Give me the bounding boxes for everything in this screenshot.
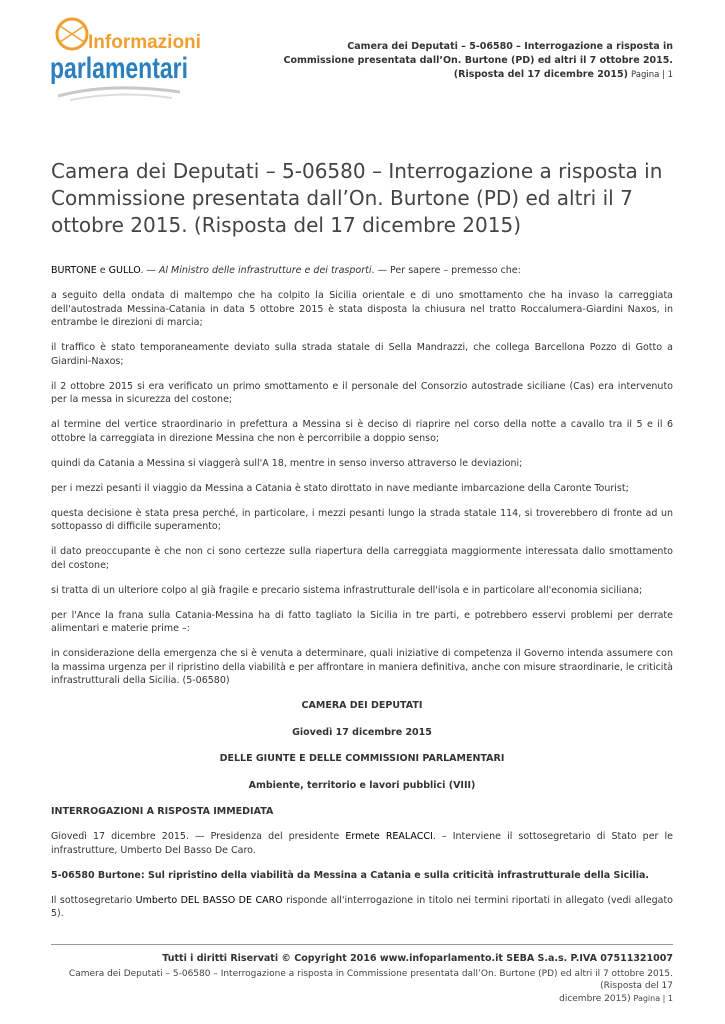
- session-paragraph: [51, 830, 673, 857]
- intro-and: e: [96, 265, 109, 276]
- header-title-line-3: (Risposta del 17 dicembre 2015): [453, 69, 628, 80]
- answer-after: risponde all'interrogazione in titolo nei termini riportati in allegato (vedi allegato 5).: [51, 894, 673, 919]
- logo-text-informazioni: Informazioni: [88, 32, 201, 53]
- paragraph: in considerazione della emergenza che si è venuta a determinare, quali iniziative di competenza il Governo intenda assumere con la massima urgenza per il ripristino della viabilità e per affrontare in maniera definitiva, anche con misure straordinarie, le criticità infrastrutturali della Sicilia. (5-06580): [51, 648, 673, 686]
- heading-chamber: CAMERA DEI DEPUTATI: [301, 700, 423, 711]
- paragraph: il traffico è stato temporaneamente deviato sulla strada statale di Sella Mandrazzi, che collega Barcellona Pozzo di Gotto a Giardini-Naxos;: [51, 342, 673, 367]
- intro-dash: . —: [140, 265, 159, 276]
- header-title-line-2: Commissione presentata dall’On. Burtone (PD) ed altri il 7 ottobre 2015.: [283, 55, 673, 66]
- footer-copyright: Tutti i diritti Riservati © Copyright 2016 www.infoparlamento.it SEBA S.a.s. P.IVA 07511321007: [162, 953, 673, 964]
- header-title-line-1: Camera dei Deputati – 5-06580 – Interrogazione a risposta in: [347, 41, 673, 52]
- logo-ring-spokes: [60, 26, 84, 42]
- answer-before: Il sottosegretario: [51, 894, 136, 906]
- paragraph: al termine del vertice straordinario in prefettura a Messina si è deciso di riaprire nel corso della notte a cavallo tra il 5 e il 6 ottobre la carreggiata in direzione Messina che non è percorribile a doppio senso;: [51, 419, 673, 444]
- deputy-link-gullo[interactable]: GULLO: [108, 265, 141, 276]
- page-header: [273, 40, 673, 82]
- paragraph: per i mezzi pesanti il viaggio da Messina a Catania è stato dirottato in nave mediante imbarcazione della Caronte Tourist;: [51, 482, 629, 494]
- logo-text-parlamentari: parlamentari: [50, 52, 188, 85]
- header-page-number: Pagina | 1: [631, 70, 673, 80]
- item-title: 5-06580 Burtone: Sul ripristino della viabilità da Messina a Catania e sulla criticità infrastrutturale della Sicilia.: [51, 869, 650, 881]
- president-link[interactable]: Ermete REALACCI: [345, 831, 433, 842]
- intro-rest: . — Per sapere – premesso che:: [371, 265, 521, 276]
- footer-title-line-1: Camera dei Deputati – 5-06580 – Interrogazione a risposta in Commissione presentata dall’On. Burtone (PD) ed altri il 7 ottobre 2015. (Risposta del 17: [68, 968, 673, 991]
- paragraph: il 2 ottobre 2015 si era verificato un primo smottamento e il personale del Consorzio autostrade siciliane (Cas) era intervenuto per la messa in sicurezza del costone;: [51, 380, 673, 405]
- paragraph: questa decisione è stata presa perché, in particolare, i mezzi pesanti lungo la strada statale 114, si troverebbero di fronte ad un sottopasso di difficile superamento;: [51, 507, 673, 532]
- logo-graphic: [50, 14, 200, 106]
- site-logo[interactable]: [50, 14, 200, 106]
- article-body: [51, 264, 673, 932]
- paragraph: il dato preoccupante è che non ci sono certezze sulla riapertura della carreggiata maggiormente interessata dallo smottamento del costone;: [51, 546, 673, 571]
- answer-paragraph: [51, 894, 673, 921]
- undersecretary-link[interactable]: Umberto DEL BASSO DE CARO: [135, 894, 283, 906]
- heading-date: Giovedì 17 dicembre 2015: [292, 726, 432, 738]
- heading-commission: Ambiente, territorio e lavori pubblici (VIII): [248, 779, 476, 791]
- paragraph: per l'Ance la frana sulla Catania-Messina ha di fatto tagliato la Sicilia in tre parti, e potrebbero esservi problemi per derrate alimentari e materie prime –:: [51, 609, 673, 634]
- footer-title-line-2: dicembre 2015): [559, 993, 631, 1004]
- paragraph: quindi da Catania a Messina si viaggerà sull'A 18, mentre in senso inverso attraverso le deviazioni;: [51, 457, 523, 469]
- session-before: Giovedì 17 dicembre 2015. — Presidenza del presidente: [51, 831, 346, 842]
- session-after: . – Interviene il sottosegretario di Stato per le infrastrutture, Umberto Del Basso De Caro.: [51, 831, 674, 856]
- footer-divider: [51, 944, 673, 945]
- page-title: Camera dei Deputati – 5-06580 – Interrogazione a risposta in Commissione presentata dall’On. Burtone (PD) ed altri il 7 ottobre 2015. (Risposta del 17 dicembre 2015): [51, 159, 663, 237]
- intro-recipient: Al Ministro delle infrastrutture e dei trasporti: [158, 265, 372, 276]
- intro-paragraph: [51, 264, 673, 278]
- logo-swoosh-2: [70, 94, 172, 100]
- page-footer: [51, 953, 673, 1005]
- footer-page-number: Pagina | 1: [633, 993, 673, 1003]
- paragraph: a seguito della ondata di maltempo che ha colpito la Sicilia orientale e di uno smottamento che ha invaso la carreggiata dell'autostrada Messina-Catania in data 5 ottobre 2015 è stata disposta la chiusura nel tratto Roccalumera-Giardini Naxos, in entrambe le direzioni di marcia;: [51, 290, 673, 328]
- heading-section: DELLE GIUNTE E DELLE COMMISSIONI PARLAMENTARI: [219, 753, 505, 764]
- heading-interrogations: INTERROGAZIONI A RISPOSTA IMMEDIATA: [51, 806, 274, 817]
- paragraph: si tratta di un ulteriore colpo al già fragile e precario sistema infrastrutturale dell'isola e in particolare all'economia siciliana;: [51, 584, 643, 596]
- deputy-link-burtone[interactable]: BURTONE: [51, 265, 97, 276]
